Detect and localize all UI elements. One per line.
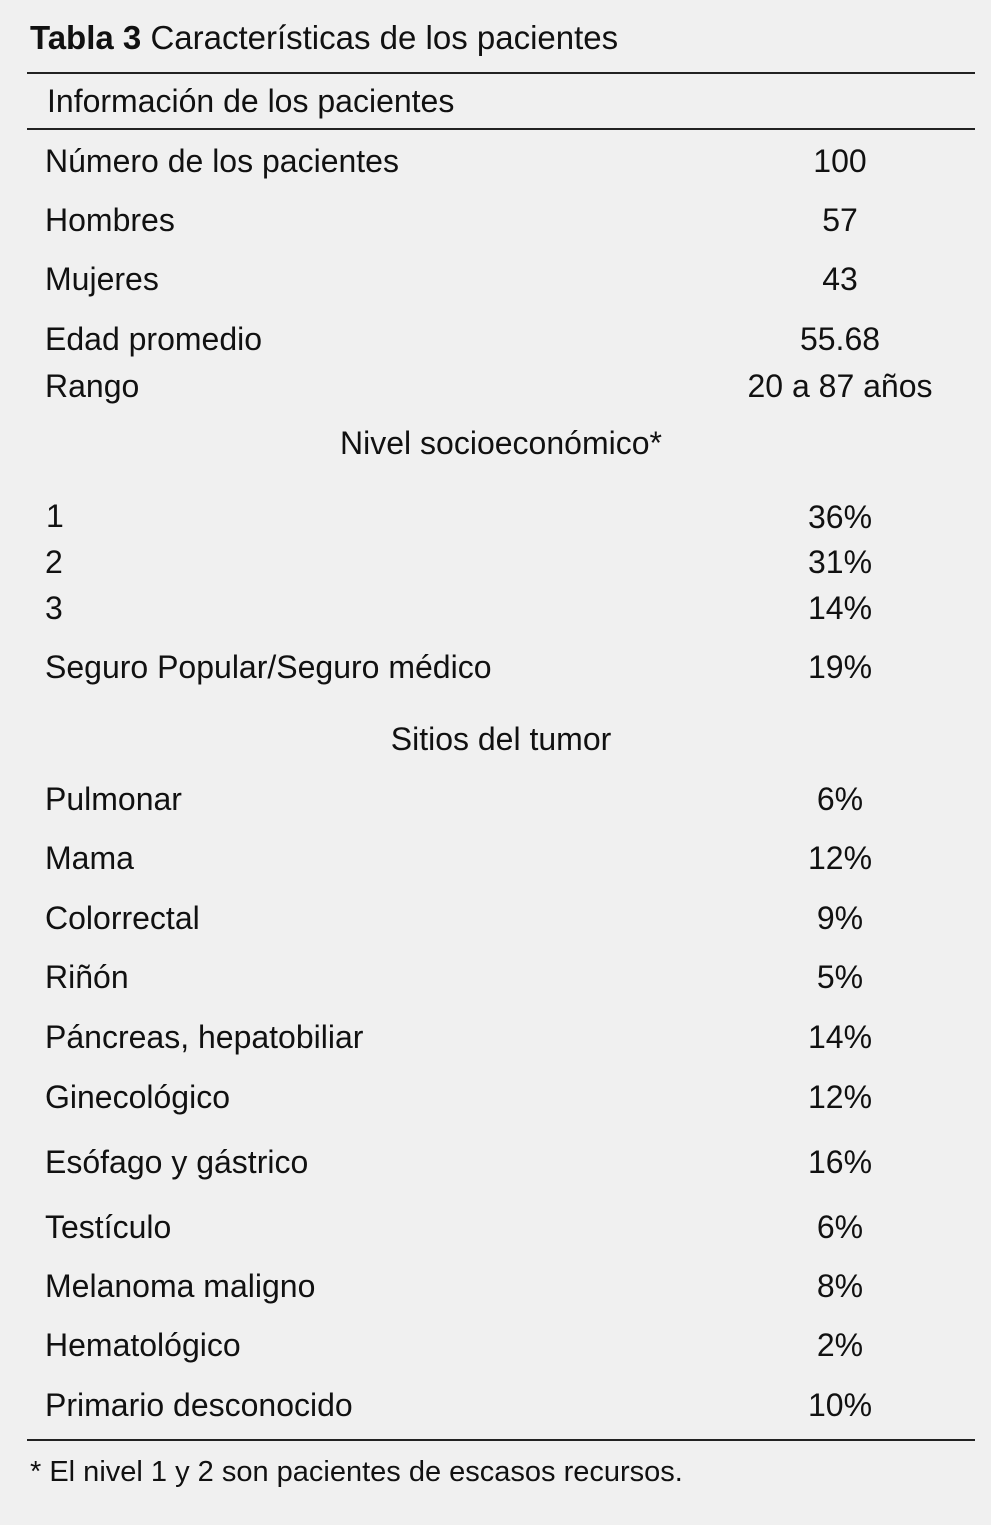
row-label: Mama xyxy=(45,840,134,876)
row-value: 19% xyxy=(807,649,873,685)
row-value: 10% xyxy=(807,1387,873,1423)
row-value: 12% xyxy=(807,840,873,876)
row-value: 57 xyxy=(822,202,858,238)
row-label: 1 xyxy=(46,498,64,534)
section-heading-socioeconomic: Nivel socioeconómico* xyxy=(340,425,662,461)
row-value: 55.68 xyxy=(799,321,881,357)
row-label: 3 xyxy=(45,590,63,626)
row-label: Esófago y gástrico xyxy=(45,1144,309,1180)
row-label: Melanoma maligno xyxy=(45,1268,316,1304)
row-value: 36% xyxy=(807,499,873,535)
table-caption: Características de los pacientes xyxy=(150,19,619,56)
row-value: 6% xyxy=(816,781,864,817)
top-rule xyxy=(27,72,975,74)
table-footnote: * El nivel 1 y 2 son pacientes de escasos recursos. xyxy=(30,1456,683,1488)
table-header: Información de los pacientes xyxy=(47,83,455,119)
row-label: Número de los pacientes xyxy=(45,143,399,179)
row-value: 14% xyxy=(807,1019,873,1055)
header-rule xyxy=(27,128,975,130)
row-label: Pulmonar xyxy=(45,781,182,817)
table-title xyxy=(30,18,618,58)
row-label: Seguro Popular/Seguro médico xyxy=(45,649,492,685)
row-value: 43 xyxy=(822,261,858,297)
row-label: Páncreas, hepatobiliar xyxy=(45,1019,364,1055)
row-label: Edad promedio xyxy=(45,321,263,357)
row-label: Hombres xyxy=(45,202,175,238)
row-value: 9% xyxy=(816,900,864,936)
row-value: 6% xyxy=(816,1209,864,1245)
row-label: Colorrectal xyxy=(45,900,200,936)
row-value: 14% xyxy=(807,590,873,626)
row-value: 20 a 87 años xyxy=(747,368,933,404)
row-value: 16% xyxy=(807,1144,873,1180)
row-label: Primario desconocido xyxy=(45,1387,353,1423)
row-value: 100 xyxy=(813,143,867,179)
row-label: Rango xyxy=(45,368,140,404)
row-label: Hematológico xyxy=(45,1327,241,1363)
table-number: Tabla 3 xyxy=(30,19,142,56)
row-value: 2% xyxy=(816,1327,864,1363)
row-value: 31% xyxy=(807,544,873,580)
row-label: Mujeres xyxy=(45,261,159,297)
row-label: Riñón xyxy=(45,959,129,995)
row-value: 8% xyxy=(816,1268,864,1304)
row-value: 5% xyxy=(816,959,864,995)
row-label: 2 xyxy=(45,544,63,580)
section-heading-tumor-sites: Sitios del tumor xyxy=(390,721,612,757)
row-value: 12% xyxy=(807,1079,873,1115)
row-label: Ginecológico xyxy=(45,1079,230,1115)
bottom-rule xyxy=(27,1439,975,1441)
row-label: Testículo xyxy=(45,1209,172,1245)
